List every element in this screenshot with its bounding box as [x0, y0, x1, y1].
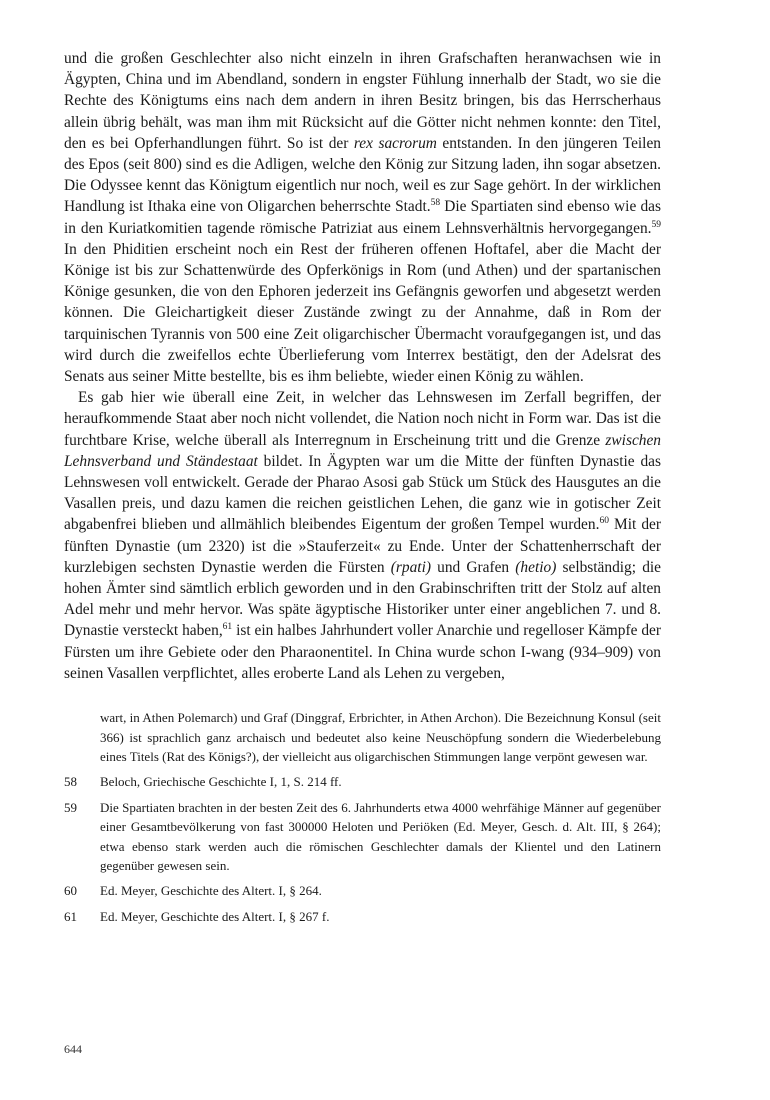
text-run: Es gab hier wie überall eine Zeit, in welcher das Lehnswesen im Zerfall begriffen, der heraufkommende Staat aber noch nicht vollendet, die Nation noch nicht in Form war. Das ist die furchtbare Krise, welche überall als Interregnum in Erscheinung tritt und die Grenze — [64, 389, 661, 449]
text-run: Die Spartiaten sind ebenso wie das in den Kuriatkomitien tagende römische Patriziat aus einem Lehnsverhältnis hervorgegangen. — [64, 198, 661, 237]
footnote-ref-61[interactable]: 61 — [222, 622, 233, 633]
text-run: ist ein halbes Jahrhundert voller Anarchie und regelloser Kämpfe der Fürsten um ihre Gebiete oder den Pharaonentitel. In China wurde schon I-wang (934–909) von seinen Vasallen verpflichtet, alles eroberte Land als Lehen zu vergeben, — [64, 622, 661, 682]
footnote-60 — [64, 881, 661, 900]
text-run: selbständig; die hohen Ämter sind sämtlich erblich geworden und in den Grabinschriften tritt der Stolz auf alten Adel mehr und mehr hervor. Was späte ägyptische Historiker unter einer angeblichen 7. und 8. Dynastie versteckt haben, — [64, 558, 661, 640]
footnote-number: 60 — [64, 883, 77, 899]
text-run: Mit der fünften Dynastie (um 2320) ist die »Stauferzeit« zu Ende. Unter der Schattenherrschaft der kurzlebigen sechsten Dynastie werden die Fürsten — [64, 516, 661, 576]
footnote-61 — [64, 907, 661, 926]
footnote-59 — [64, 798, 661, 876]
footnote-number: 59 — [64, 799, 77, 815]
emphasis: (hetio) — [515, 558, 557, 576]
footnote-ref-60[interactable]: 60 — [599, 516, 609, 527]
page-content — [64, 48, 661, 932]
footnote-ref-58[interactable]: 58 — [430, 198, 441, 209]
text-run: und die großen Geschlechter also nicht einzeln in ihren Grafschaften heranwachsen wie in Ägypten, China und im Abendland, sondern in engster Fühlung innerhalb der Stadt, wo sie die Rechte des Königtums eins nach dem andern in ihren Besitz bringen, bis das Herrscherhaus allein übrig behält, was man ihm mit Rücksicht auf die Götter nicht nehmen konnte: den Titel, den es bei Opferhandlungen führt. So ist der — [64, 50, 661, 152]
paragraph-2 — [64, 387, 661, 684]
emphasis: rex sacrorum — [353, 134, 437, 152]
footnote-number: 61 — [64, 908, 77, 924]
paragraph-1 — [64, 48, 661, 387]
footnote-number: 58 — [64, 774, 77, 790]
text-run: bildet. In Ägypten war um die Mitte der fünften Dynastie das Lehnswesen voll entwickelt. Gerade der Pharao Asosi gab Stück um Stück des Hausgutes an die Vasallen preis, und dazu kamen die reichen geistlichen Lehen, die ganz wie in gotischer Zeit abgabenfrei blieben und allmählich bleibendes Eigentum der großen Tempel wurden. — [64, 452, 661, 534]
emphasis: (rpati) — [390, 558, 431, 576]
main-text — [64, 48, 661, 684]
text-run: In den Phiditien erscheint noch ein Rest der früheren offenen Hoftafel, aber die Macht der Könige ist bis zur Schattenwürde des Opferkönigs in Rom (und Athen) und der spartanischen Könige gesunken, die von den Ephoren jederzeit ins Gefängnis geworfen und abgesetzt werden können. Die Gleichartigkeit dieser Zustände zwingt zu der Annahme, daß in Rom der tarquinischen Tyrannis von 500 eine Zeit oligarchischer Übermacht voraufgegangen ist, und das wird durch die zweifellos echte Überlieferung vom Interrex bestätigt, den der Adelsrat des Senats aus seiner Mitte bestellte, bis es ihm beliebte, wieder einen König zu wählen. — [64, 240, 661, 386]
footnote-text: Ed. Meyer, Geschichte des Altert. I, § 264. — [100, 883, 322, 899]
text-run: und Grafen — [430, 558, 516, 576]
footnote-continuation: wart, in Athen Polemarch) und Graf (Dinggraf, Erbrichter, in Athen Archon). Die Bezeichnung Konsul (seit 366) ist sprachlich ganz archaisch und bedeutet also keine Neuschöpfung sondern die Wiederbelebung eines Titels (Rat des Königs?), der vielleicht aus oligarchischen Stimmungen lange verpönt gewesen war. — [100, 710, 661, 764]
footnote-text: Die Spartiaten brachten in der besten Zeit des 6. Jahrhunderts etwa 4000 wehrfähige Männer auf gegenüber einer Gesamtbevölkerung von fast 300000 Heloten und Periöken (Ed. Meyer, Gesch. d. Alt. III, § 264); etwa ebenso stark werden auch die römischen Geschlechter damals der Klientel und den Latinern gegenüber gewesen sein. — [100, 799, 661, 873]
emphasis: zwischen Lehnsverband und Ständestaat — [64, 431, 661, 470]
footnotes — [64, 708, 661, 926]
page-number: 644 — [64, 1042, 82, 1056]
footnote-text: Beloch, Griechische Geschichte I, 1, S. 214 ff. — [100, 774, 342, 790]
footnote-text: Ed. Meyer, Geschichte des Altert. I, § 267 f. — [100, 908, 330, 924]
footnote-58 — [64, 772, 661, 791]
footnote-ref-59[interactable]: 59 — [651, 219, 661, 230]
text-run: entstanden. In den jüngeren Teilen des Epos (seit 800) sind es die Adligen, welche den König zur Sitzung laden, ihn sogar absetzen. Die Odyssee kennt das Königtum eigentlich nur noch, weil es zur Sage gehört. In der wirklichen Handlung ist Ithaka eine von Oligarchen beherrschte Stadt. — [64, 134, 661, 216]
